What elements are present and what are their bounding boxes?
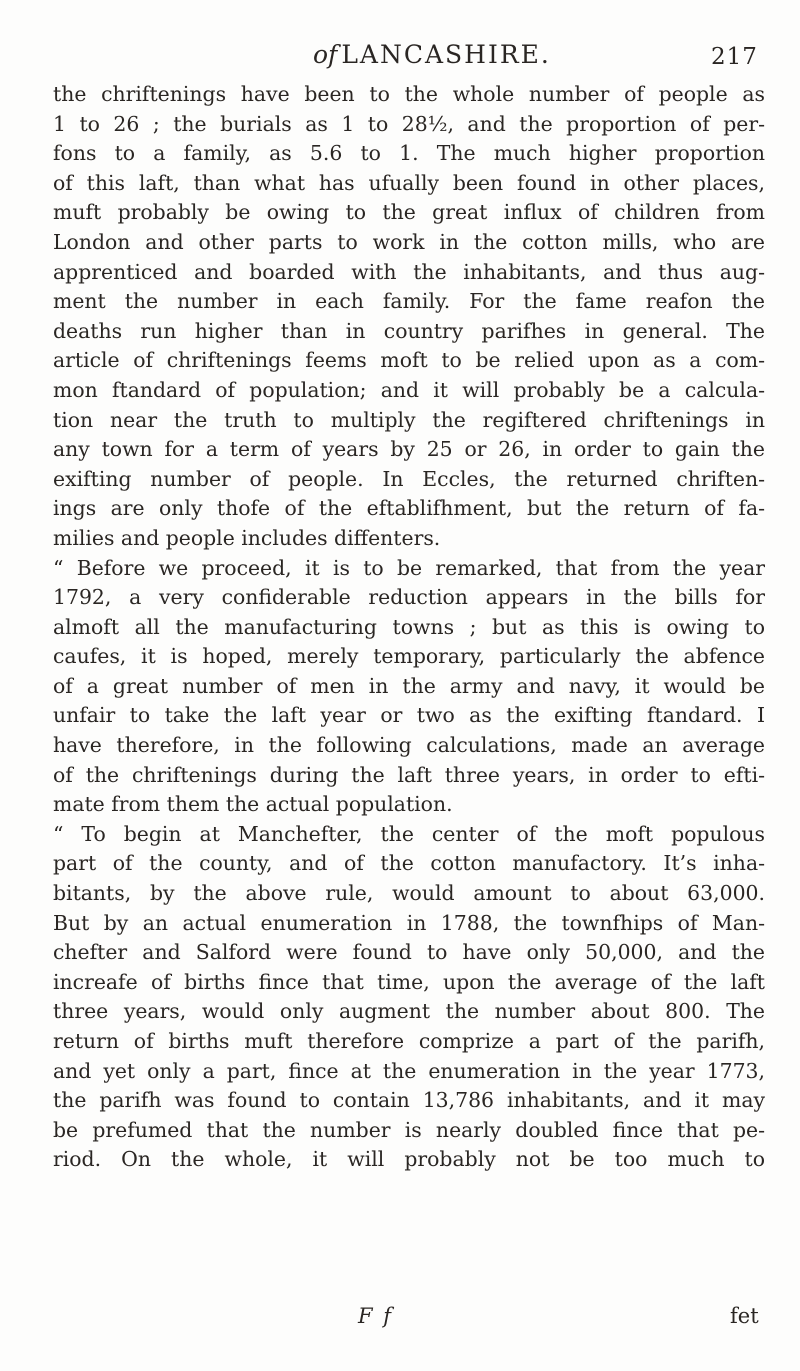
text-line: “ To begin at Manchefter, the center of the moft populous [53, 821, 765, 846]
text-line: return of births muft therefore comprize a part of the parifh, [53, 1029, 765, 1053]
text-line: “ Before we proceed, it is to be remarked, that from the year [53, 555, 765, 580]
text-line: of a great number of men in the army and navy, it would be [53, 673, 765, 698]
running-head [0, 38, 800, 78]
running-title [313, 40, 551, 69]
text-line: 1 to 26 ; the burials as 1 to 28½, and the proportion of per- [53, 111, 765, 136]
page-footer [0, 1304, 800, 1336]
body-text [53, 80, 765, 1175]
text-line: deaths run higher than in country parifhes in general. The [53, 318, 765, 343]
text-line: have therefore, in the following calculations, made an average [53, 733, 765, 758]
text-line: and yet only a part, fince at the enumeration in the year 1773, [53, 1058, 765, 1083]
text-line: part of the county, and of the cotton manufactory. It’s inha- [53, 851, 765, 876]
text-line: bitants, by the above rule, would amount to about 63,000. [53, 881, 765, 906]
text-line: of this laft, than what has ufually been found in other places, [53, 170, 765, 195]
text-line: caufes, it is hoped, merely temporary, particularly the abfence [53, 644, 765, 669]
text-line: riod. On the whole, it will probably not be too much to [53, 1147, 765, 1172]
text-line: ings are only thofe of the eftablifhment, but the return of fa- [53, 496, 765, 521]
text-line: But by an actual enumeration in 1788, the townfhips of Man- [53, 910, 765, 935]
text-line: article of chriftenings feems moft to be relied upon as a com- [53, 348, 765, 373]
running-title-text: LANCASHIRE. [341, 40, 551, 69]
running-title-of: of [313, 40, 338, 69]
text-line: chefter and Salford were found to have only 50,000, and the [53, 940, 765, 965]
text-line: ment the number in each family. For the fame reafon the [53, 289, 765, 314]
text-line: unfair to take the laft year or two as the exifting ftandard. I [53, 703, 765, 728]
text-line: mon ftandard of population; and it will probably be a calcula- [53, 377, 765, 402]
text-line: muft probably be owing to the great influx of children from [53, 200, 765, 225]
page-number: 217 [711, 44, 758, 70]
text-line: tion near the truth to multiply the regiftered chriftenings in [53, 407, 765, 432]
text-line: the chriftenings have been to the whole number of people as [53, 82, 765, 106]
text-line: any town for a term of years by 25 or 26, in order to gain the [53, 437, 765, 462]
text-line: exifting number of people. In Eccles, the returned chriften- [53, 466, 765, 491]
paragraph-end-line: mate from them the actual population. [53, 792, 453, 817]
text-line: of the chriftenings during the laft three years, in order to efti- [53, 762, 765, 787]
text-line: increafe of births fince that time, upon the average of the laft [53, 969, 765, 994]
text-line: fons to a family, as 5.6 to 1. The much higher proportion [53, 141, 765, 166]
text-line: three years, would only augment the number about 800. The [53, 999, 765, 1024]
text-line: almoft all the manufacturing towns ; but as this is owing to [53, 614, 765, 639]
text-line: 1792, a very confiderable reduction appears in the bills for [53, 585, 765, 610]
catchword: fet [730, 1304, 759, 1328]
text-line: the parifh was found to contain 13,786 inhabitants, and it may [53, 1088, 765, 1113]
paragraph-end-line: milies and people includes diffenters. [53, 525, 441, 550]
text-line: apprenticed and boarded with the inhabitants, and thus aug- [53, 259, 765, 284]
text-line: be prefumed that the number is nearly doubled fince that pe- [53, 1117, 765, 1142]
signature-mark: F f [358, 1304, 394, 1328]
text-line: London and other parts to work in the cotton mills, who are [53, 229, 765, 254]
